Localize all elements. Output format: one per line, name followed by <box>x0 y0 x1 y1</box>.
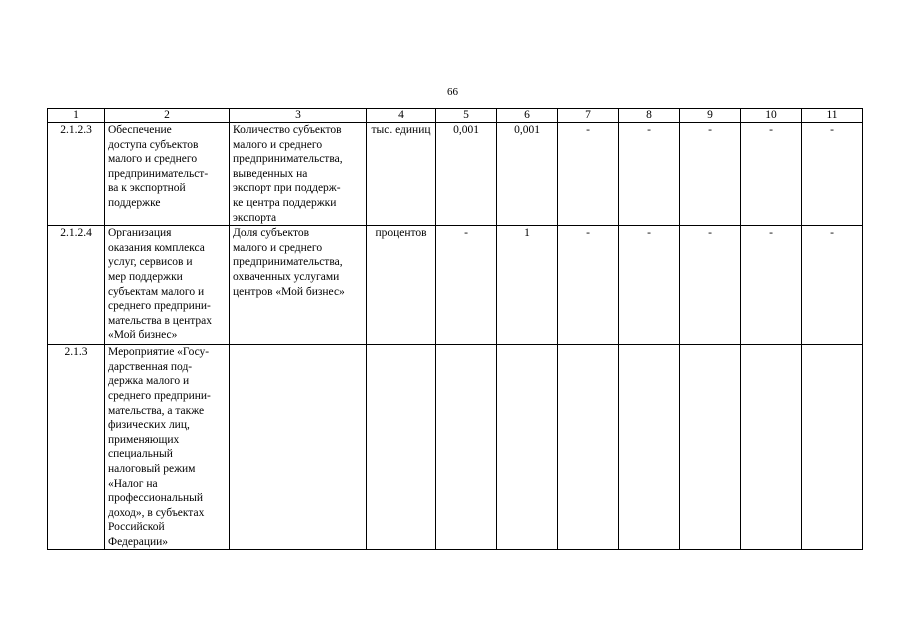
row-value-5: - <box>436 226 497 345</box>
row-unit <box>367 345 436 550</box>
row-value-10: - <box>741 226 802 345</box>
header-cell: 10 <box>741 109 802 123</box>
row-indicator <box>230 345 367 550</box>
row-value-10: - <box>741 123 802 226</box>
row-value-8: - <box>619 226 680 345</box>
table-row <box>48 226 863 345</box>
header-cell: 1 <box>48 109 105 123</box>
header-cell: 5 <box>436 109 497 123</box>
row-code: 2.1.2.3 <box>48 123 105 226</box>
header-cell: 8 <box>619 109 680 123</box>
row-indicator: Количество субъектов малого и среднего предпринимательства, выведенных на экспорт при поддерж- ке центра поддержки экспорта <box>230 123 367 226</box>
header-cell: 2 <box>105 109 230 123</box>
row-value-9: - <box>680 226 741 345</box>
row-value-5: 0,001 <box>436 123 497 226</box>
row-value-8: - <box>619 123 680 226</box>
table-row <box>48 123 863 226</box>
row-value-11 <box>802 345 863 550</box>
row-name: Обеспечение доступа субъектов малого и среднего предпринимательст- ва к экспортной поддержке <box>105 123 230 226</box>
row-value-7: - <box>558 226 619 345</box>
row-value-9 <box>680 345 741 550</box>
header-cell: 4 <box>367 109 436 123</box>
header-row <box>48 109 863 123</box>
row-value-7 <box>558 345 619 550</box>
row-indicator: Доля субъектов малого и среднего предпринимательства, охваченных услугами центров «Мой бизнес» <box>230 226 367 345</box>
header-cell: 7 <box>558 109 619 123</box>
row-value-6: 1 <box>497 226 558 345</box>
row-value-6: 0,001 <box>497 123 558 226</box>
row-value-9: - <box>680 123 741 226</box>
row-name: Мероприятие «Госу- дарственная под- держка малого и среднего предприни- мательства, а также физических лиц, применяющих специальный налоговый режим «Налог на профессиональный доход», в субъектах Российской Федерации» <box>105 345 230 550</box>
header-cell: 3 <box>230 109 367 123</box>
header-cell: 11 <box>802 109 863 123</box>
row-value-11: - <box>802 226 863 345</box>
row-value-7: - <box>558 123 619 226</box>
row-code: 2.1.2.4 <box>48 226 105 345</box>
header-cell: 9 <box>680 109 741 123</box>
row-value-10 <box>741 345 802 550</box>
table-row <box>48 345 863 550</box>
indicator-table <box>47 108 863 550</box>
row-unit: тыс. единиц <box>367 123 436 226</box>
row-value-5 <box>436 345 497 550</box>
row-value-6 <box>497 345 558 550</box>
row-unit: процентов <box>367 226 436 345</box>
row-value-11: - <box>802 123 863 226</box>
row-code: 2.1.3 <box>48 345 105 550</box>
header-cell: 6 <box>497 109 558 123</box>
page-number: 66 <box>447 86 458 98</box>
row-value-8 <box>619 345 680 550</box>
row-name: Организация оказания комплекса услуг, сервисов и мер поддержки субъектам малого и среднего предприни- мательства в центрах «Мой бизнес» <box>105 226 230 345</box>
